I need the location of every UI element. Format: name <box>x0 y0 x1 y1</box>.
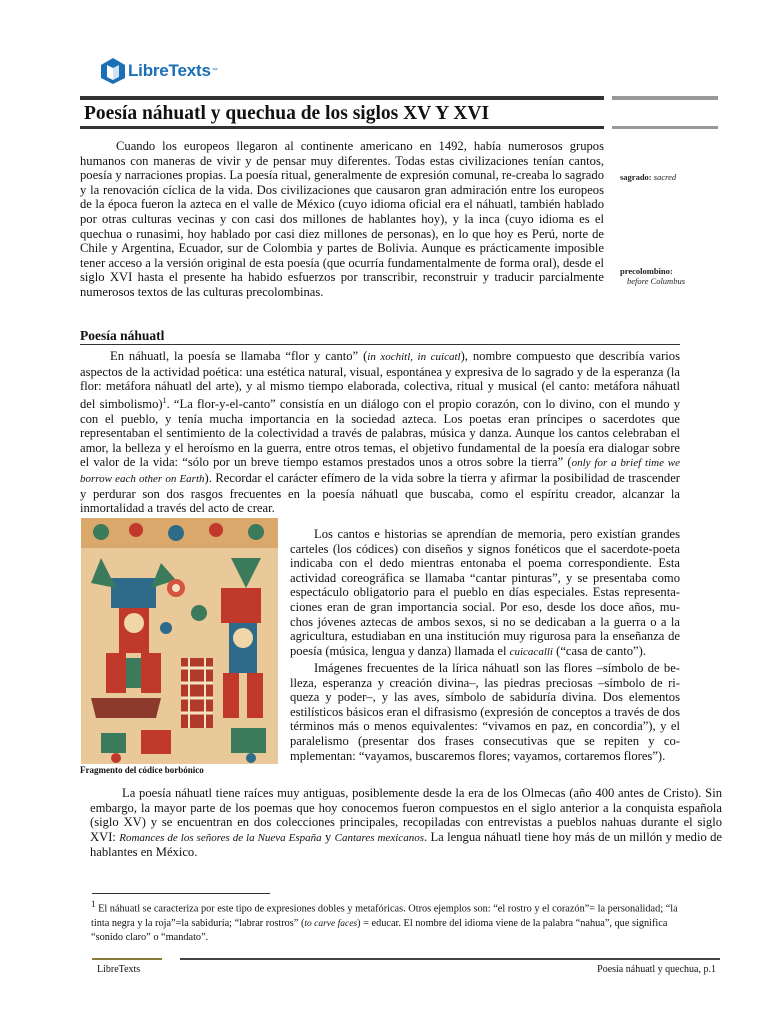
footer-rule-right <box>180 958 720 960</box>
footnote: $^1$ El náhuatl se caracteriza por este tipo de expresiones dobles y metafóricas. Otros ejemplos son: “el rostro y el corazón”= la personalidad; “la tinta negra y la roja”=la sabiduría; “labrar rostros” (to carve faces) = educar. El nombre del idioma viene de la palabra “nahua”, que significa “sonido claro” o “mandato”. <box>91 899 678 944</box>
roots-paragraph: La poesía náhuatl tiene raíces muy antiguas, posiblemente desde la era de los Olmecas (año 400 antes de Cristo). Sin embargo, la mayor parte de los poemas que hoy conocemos fueron compuestos en el siglo anterior a la conquista española (siglo XV) y se encuentran en dos colecciones principales, recopiladas con entrevistas a pueblos nahuas durante el siglo XVI: Romances de los señores de la Nueva España y Cantares mexicanos. La lengua náhuatl tiene hoy más de un millón y medio de hablantes en México. <box>90 786 723 860</box>
section-rule <box>80 344 680 345</box>
italic-translation: only for a brief time we borrow each other on Earth <box>80 457 680 485</box>
italic-term: in xochitl, in cuicatl <box>367 351 461 363</box>
footer-page-label: Poesía náhuatl y quechua, p.1 <box>597 964 716 975</box>
footnote-ref[interactable]: 1 <box>162 395 167 405</box>
imagery-paragraph: Imágenes frecuentes de la lírica náhuatl son las flores –símbolo de be-lleza, esperanza y creación divina–, las piedras preciosas –símbolo de ri-queza y poder–, y las aves, símbolo de sabiduría divina. Dos elementos estilísticos básicos eran el difrasismo (expresión de conceptos a través de dos términos más o menos equivalentes: “vivamos en paz, en concordia”), y el paralelismo (presentar dos frases consecutivas que se repiten y co-mplementan: “vayamos, buscaremos flores; vayamos, cortaremos flores”). <box>290 661 680 763</box>
gloss-sagrado <box>620 172 676 182</box>
italic-title: Cantares mexicanos <box>334 831 424 844</box>
italic-translation: to carve faces <box>304 918 358 929</box>
codices-paragraph: Los cantos e historias se aprendían de memoria, pero existían grandes carteles (los códices) con diseños y signos fonéticos que el sacerdote-poeta indicaba con el dedo mientras entonaba el poema correspondiente. Esta actividad coreográfica se llamaba “cantar pinturas”, y se presentaba como espectáculo obligatorio para el pueblo en días especiales. Estas representa-ciones eran de gran importancia social. Por eso, desde los doce años, mu-chos jóvenes aztecas de ambos sexos, si no se dedicaban a la guerra o a la agricultura, estudiaban en una institución muy rigurosa para la enseñanza de poesía (música, lengua y danza) llamada el cuicacalli (“casa de canto”). <box>290 527 680 658</box>
section-heading: Poesía náhuatl <box>80 328 165 343</box>
brand-name: LibreTexts <box>128 61 211 80</box>
gloss-precolombino <box>620 266 685 286</box>
title-top-rule <box>80 96 604 100</box>
gloss-term: precolombino: <box>620 266 673 276</box>
gloss-meaning: before Columbus <box>627 276 686 286</box>
gloss-term: sagrado: <box>620 172 652 182</box>
footer-rule-left <box>92 958 162 960</box>
codex-caption: Fragmento del códice borbónico <box>80 765 204 775</box>
italic-term: cuicacalli <box>509 645 553 658</box>
brand-tm: ™ <box>211 68 218 74</box>
title-top-rule-right <box>612 96 718 100</box>
codex-illustration <box>81 518 278 764</box>
title-bottom-rule-right <box>612 126 718 129</box>
nahuatl-paragraph: En náhuatl, la poesía se llamaba “flor y canto” (in xochitl, in cuicatl), nombre compuesto que describía varios aspectos de la actividad poética: una estética natural, visual, espontánea y expresiva de lo sagrado y de la esperanza (la flor: metáfora náhuatl del arte), y al mismo tiempo elaborada, colectiva, ritual y musical (el canto: metáfora náhuatl del simbolismo)$^1$. “La flor-y-el-canto” consistía en un diálogo con el propio corazón, con lo divino, con el mundo y con el pueblo, y tenía mucha importancia en la sociedad azteca. Los poetas eran príncipes o sacerdotes que representaban el sentimiento de la colectividad a través de palabras, música y danza. Aunque los cantos celebraban el amor, la belleza y el heroísmo en la guerra, entre otros temas, el objetivo fundamental de la poesía era dialogar sobre el valor de la vida: “sólo por un breve tiempo estamos prestados unos a otros sobre la tierra” (only for a brief time we borrow each other on Earth). Recordar el carácter efímero de la vida sobre la tierra y afirmar la posibilidad de trascender y perdurar son dos rasgos frecuentes en la poesía náhuatl que buscaba, como el espíritu creador, alcanzar la inmortalidad a través del acto de crear. <box>80 349 680 516</box>
intro-paragraph: Cuando los europeos llegaron al continente americano en 1492, había numerosos grupos humanos con maneras de vivir y de pensar muy diferentes. Todas estas civilizaciones tenían cantos, poesía y narraciones propias. La poesía ritual, generalmente de expresión comunal, re-creaba lo sagrado y la renovación cíclica de la vida. Dos civilizaciones que causaron gran admiración entre los europeos de la época fueron la azteca en el valle de México (cuyo idioma oficial era el náhuatl, también hablado por otras culturas vecinas y con casi dos millones de hablantes hoy), y la inca (cuyo idioma es el quechua o runasimi, hoy hablado por casi diez millones de personas), en lo que hoy es Perú, norte de Chile y Argentina, Ecuador, sur de Colombia y partes de Bolivia. Aunque es prácticamente imposible tener acceso a la versión original de esta poesía (que ocurría fundamentalmente de forma oral), desde el siglo XVI hasta el presente ha habido esfuerzos por transcribir, reconstruir y traducir parcialmente numerosos textos de las culturas precolombinas. <box>80 139 604 299</box>
libretexts-logo[interactable] <box>100 57 218 85</box>
page-title: Poesía náhuatl y quechua de los siglos XV Y XVI <box>84 103 490 124</box>
title-bottom-rule <box>80 126 604 129</box>
footnote-number: 1 <box>91 899 96 909</box>
libretexts-logo-icon <box>100 57 126 85</box>
gloss-meaning: sacred <box>653 172 677 182</box>
codex-image <box>81 518 278 764</box>
footer-brand: LibreTexts <box>97 964 141 975</box>
italic-title: Romances de los señores de la Nueva España <box>119 831 322 844</box>
footnote-rule <box>92 893 270 894</box>
